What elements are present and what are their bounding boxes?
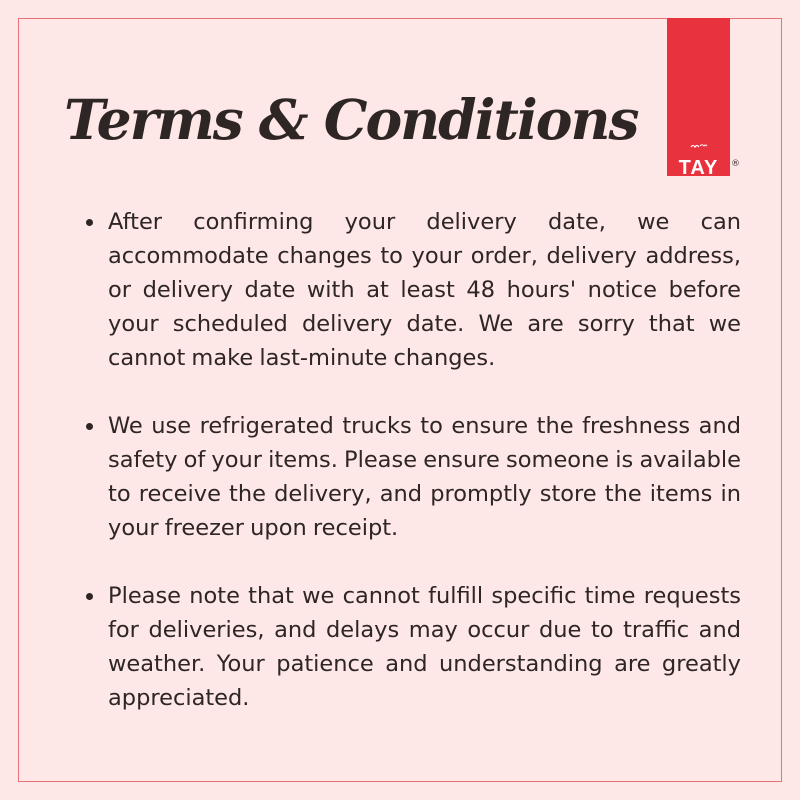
registered-mark: ® — [731, 159, 740, 169]
tay-logo — [667, 18, 730, 179]
logo-text: TAY — [678, 157, 719, 179]
term-text: After confirming your delivery date, we can accommodate changes to your order, delivery address, or delivery date with at least 48 hours' notice before your scheduled delivery date. We are sorry that we cannot make last-minute changes. — [108, 209, 741, 371]
page-title: Terms & Conditions — [64, 87, 638, 152]
term-text: Please note that we cannot fulfill specific time requests for deliveries, and delays may occur due to traffic and weather. Your patience and understanding are greatly appreciated. — [108, 583, 741, 711]
birds-icon — [667, 143, 730, 152]
term-text: We use refrigerated trucks to ensure the freshness and safety of your items. Please ensure someone is available to receive the delivery, and promptly store the items in your freezer upon receipt. — [108, 413, 741, 541]
terms-list — [84, 205, 741, 749]
bullet-icon — [86, 593, 93, 600]
term-item — [84, 579, 741, 715]
bullet-icon — [86, 219, 93, 226]
bullet-icon — [86, 423, 93, 430]
term-item — [84, 205, 741, 375]
term-item — [84, 409, 741, 545]
